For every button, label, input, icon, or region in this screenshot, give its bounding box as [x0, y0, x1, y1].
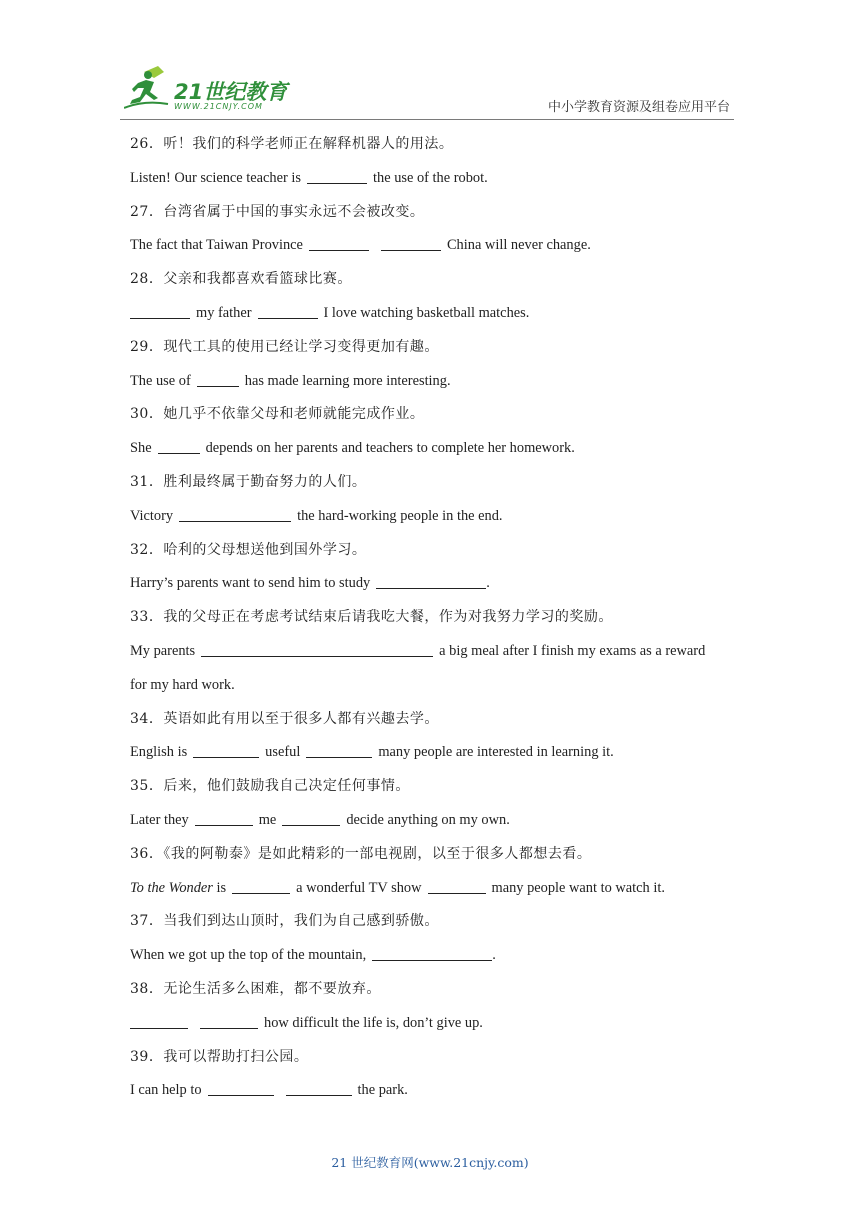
answer-blank[interactable] — [282, 809, 340, 826]
answer-blank[interactable] — [197, 370, 239, 387]
question-list — [130, 128, 735, 1108]
question-30-cn: 30．她几乎不依靠父母和老师就能完成作业。 — [130, 406, 425, 423]
header-divider — [120, 119, 734, 120]
answer-blank[interactable] — [195, 809, 253, 826]
question-32-cn: 32．哈利的父母想送他到国外学习。 — [130, 541, 367, 558]
question-37-cn: 37．当我们到达山顶时，我们为自己感到骄傲。 — [130, 913, 439, 930]
question-26-cn: 26．听！我们的科学老师正在解释机器人的用法。 — [130, 136, 454, 152]
question-34-en: English is useful many people are interested in learning it. — [130, 736, 735, 770]
question-35-cn: 35．后来，他们鼓励我自己决定任何事情。 — [130, 778, 410, 795]
answer-blank[interactable] — [258, 302, 318, 319]
answer-blank[interactable] — [309, 234, 369, 251]
question-29-en: The use of has made learning more interesting. — [130, 365, 735, 399]
question-35-en: Later they me decide anything on my own. — [130, 804, 735, 838]
answer-blank[interactable] — [428, 877, 486, 894]
question-29-cn: 29．现代工具的使用已经让学习变得更加有趣。 — [130, 338, 439, 355]
question-31-en: Victory the hard-working people in the end. — [130, 500, 735, 534]
answer-blank[interactable] — [381, 234, 441, 251]
question-33-en: My parents a big meal after I finish my exams as a reward — [130, 635, 735, 669]
question-28-cn: 28．父亲和我都喜欢看篮球比赛。 — [130, 271, 352, 288]
question-36-en: To the Wonder is a wonderful TV show many people want to watch it. — [130, 872, 735, 906]
answer-blank[interactable] — [208, 1079, 274, 1096]
question-27-cn: 27．台湾省属于中国的事实永远不会被改变。 — [130, 203, 425, 220]
question-28-en: my father I love watching basketball matches. — [130, 297, 735, 331]
answer-blank[interactable] — [130, 302, 190, 319]
answer-blank[interactable] — [372, 944, 492, 961]
answer-blank[interactable] — [306, 741, 372, 758]
runner-logo-icon — [124, 66, 176, 114]
question-39-en: I can help to the park. — [130, 1074, 735, 1108]
question-38-cn: 38．无论生活多么困难，都不要放弃。 — [130, 980, 381, 997]
question-34-cn: 34．英语如此有用以至于很多人都有兴趣去学。 — [130, 710, 439, 727]
question-38-en: how difficult the life is, don’t give up. — [130, 1007, 735, 1041]
question-33-cn: 33．我的父母正在考虑考试结束后请我吃大餐，作为对我努力学习的奖励。 — [130, 609, 613, 626]
logo — [124, 66, 294, 116]
question-37-en: When we got up the top of the mountain, . — [130, 939, 735, 973]
answer-blank[interactable] — [179, 505, 291, 522]
question-36-cn: 36．《我的阿勒泰》是如此精彩的一部电视剧，以至于很多人都想去看。 — [130, 845, 592, 862]
answer-blank[interactable] — [201, 640, 433, 657]
question-32-en: Harry’s parents want to send him to study . — [130, 567, 735, 601]
answer-blank[interactable] — [193, 741, 259, 758]
answer-blank[interactable] — [286, 1079, 352, 1096]
page-header — [0, 0, 860, 125]
question-33-en-cont: for my hard work. — [130, 676, 235, 693]
header-platform-text: 中小学教育资源及组卷应用平台 — [548, 100, 731, 115]
question-39-cn: 39．我可以帮助打扫公园。 — [130, 1048, 309, 1065]
answer-blank[interactable] — [158, 437, 200, 454]
question-26-en: Listen! Our science teacher is the use of the robot. — [130, 162, 735, 196]
question-30-en: She depends on her parents and teachers to complete her homework. — [130, 432, 735, 466]
question-31-cn: 31．胜利最终属于勤奋努力的人们。 — [130, 473, 367, 490]
page-footer[interactable]: 21 世纪教育网(www.21cnjy.com) — [331, 1155, 529, 1170]
answer-blank[interactable] — [130, 1012, 188, 1029]
answer-blank[interactable] — [376, 572, 486, 589]
logo-url: WWW.21CNJY.COM — [174, 102, 263, 111]
logo-text: 21世纪教育 — [174, 80, 288, 104]
answer-blank[interactable] — [232, 877, 290, 894]
question-27-en: The fact that Taiwan Province China will never change. — [130, 229, 735, 263]
answer-blank[interactable] — [307, 167, 367, 184]
answer-blank[interactable] — [200, 1012, 258, 1029]
